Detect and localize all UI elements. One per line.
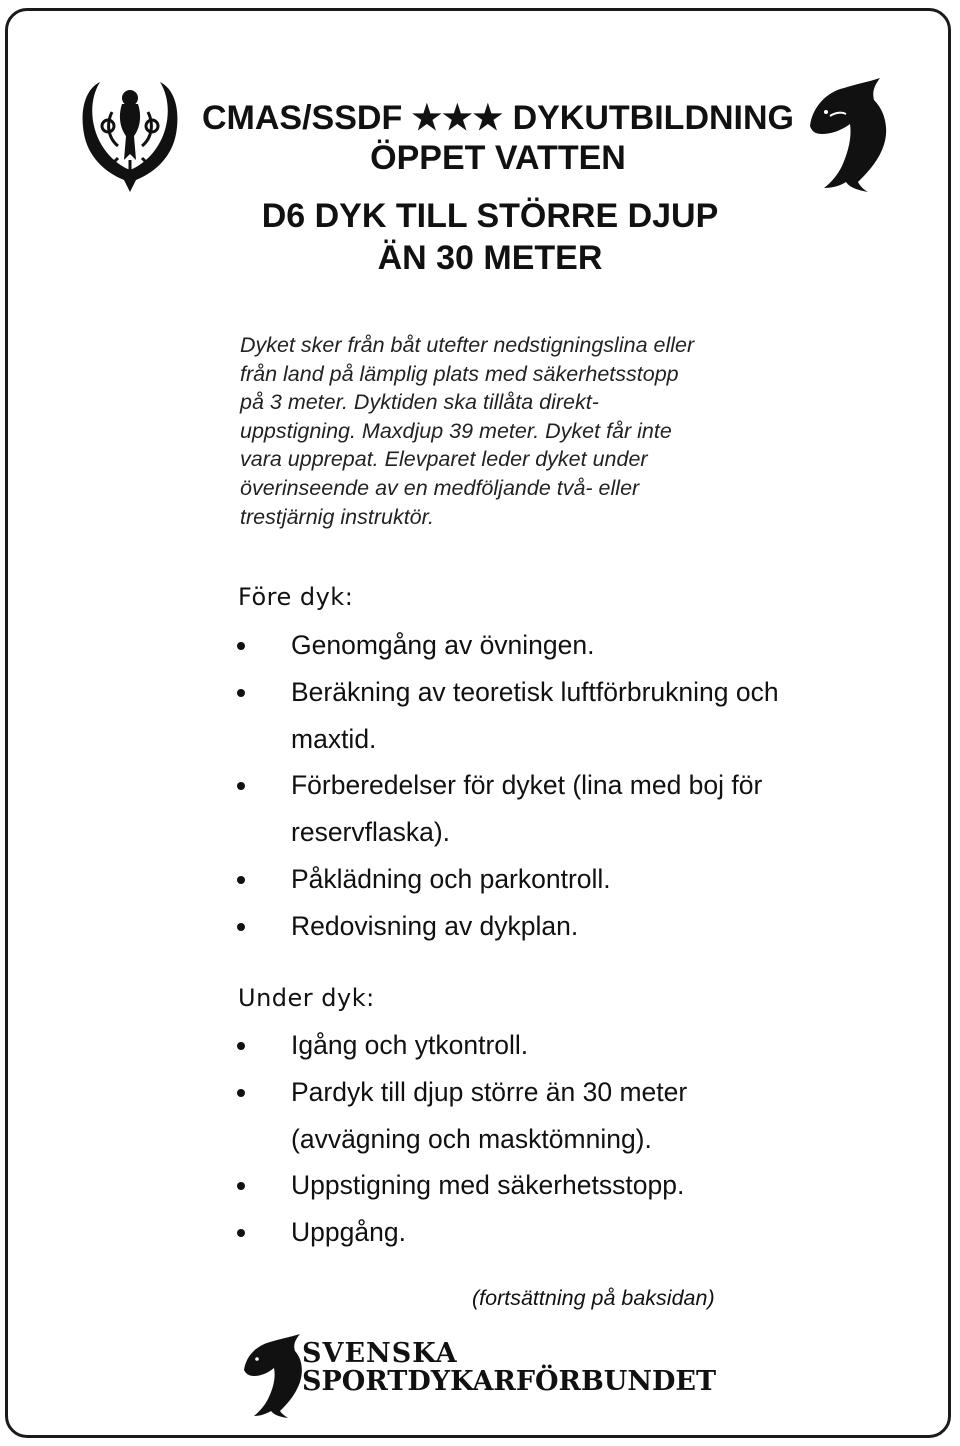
bullet-icon	[237, 1042, 245, 1050]
intro-line: vara upprepat. Elevparet leder dyket under	[240, 447, 648, 472]
during-dive-heading: Under dyk:	[238, 984, 375, 1012]
list-item-text: Beräkning av teoretisk luftförbrukning och maxtid.	[291, 676, 779, 754]
list-item	[232, 1162, 792, 1209]
program-subtitle: ÖPPET VATTEN	[370, 139, 626, 177]
list-item	[232, 669, 792, 763]
dive-title-line1: D6 DYK TILL STÖRRE DJUP	[261, 197, 719, 235]
list-item-text: Pardyk till djup större än 30 meter (avvägning och masktömning).	[291, 1076, 688, 1154]
list-item	[232, 1069, 792, 1163]
cmas-mermaid-emblem-icon	[78, 76, 182, 194]
bullet-icon	[237, 782, 245, 790]
bullet-icon	[237, 876, 245, 884]
list-item	[232, 903, 792, 950]
intro-line: uppstigning. Maxdjup 39 meter. Dyket får inte	[240, 418, 672, 443]
intro-paragraph	[240, 331, 770, 531]
list-item	[232, 622, 792, 669]
list-item	[232, 1209, 792, 1256]
bullet-icon	[237, 689, 245, 697]
bullet-icon	[237, 923, 245, 931]
continued-note: (fortsättning på baksidan)	[472, 1286, 715, 1310]
footer-org-name-line2: SPORTDYKARFÖRBUNDET	[302, 1366, 717, 1397]
bullet-icon	[237, 1229, 245, 1237]
before-dive-heading: Före dyk:	[238, 583, 354, 611]
intro-line: överinseende av en medföljande två- eller	[240, 475, 640, 500]
footer-dolphin-icon	[240, 1334, 304, 1418]
intro-line: från land på lämplig plats med säkerhetsstopp	[240, 361, 679, 386]
list-item-text: Påklädning och parkontroll.	[291, 863, 611, 894]
bullet-icon	[237, 1089, 245, 1097]
list-item-text: Igång och ytkontroll.	[291, 1030, 529, 1060]
during-dive-list	[232, 1022, 792, 1256]
program-title: CMAS/SSDF ★★★ DYKUTBILDNING	[202, 99, 794, 137]
dolphin-icon	[802, 78, 890, 192]
dive-title-line2: ÄN 30 METER	[377, 239, 603, 277]
list-item	[232, 1022, 792, 1069]
before-dive-list	[232, 622, 792, 950]
list-item-text: Genomgång av övningen.	[291, 630, 595, 660]
list-item-text: Uppgång.	[291, 1217, 406, 1248]
footer-org-name-line1: SVENSKA	[302, 1338, 458, 1369]
list-item-text: Redovisning av dykplan.	[291, 910, 579, 941]
list-item-text: Förberedelser för dyket (lina med boj för reservflaska).	[291, 770, 763, 848]
list-item	[232, 762, 792, 856]
list-item-text: Uppstigning med säkerhetsstopp.	[291, 1170, 685, 1201]
bullet-icon	[237, 642, 245, 650]
intro-line: trestjärnig instruktör.	[240, 504, 434, 529]
bullet-icon	[237, 1182, 245, 1190]
intro-line: Dyket sker från båt utefter nedstigningslina eller	[240, 333, 695, 357]
list-item	[232, 856, 792, 903]
intro-line: på 3 meter. Dyktiden ska tillåta direkt-	[240, 390, 599, 415]
